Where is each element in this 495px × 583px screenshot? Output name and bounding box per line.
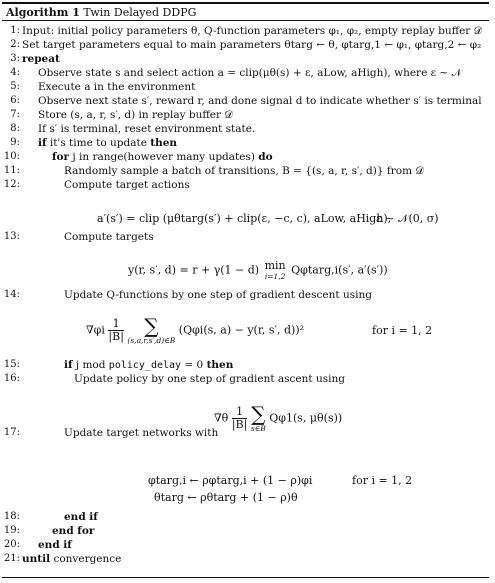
- statement-text: If s′ is terminal, reset environment state.: [38, 123, 256, 135]
- eq-q-update: [86, 316, 304, 345]
- eq-targets-min-op: min: [264, 259, 286, 272]
- line-number: 3:: [10, 53, 20, 64]
- statement-text: j in range(however many updates): [72, 151, 255, 163]
- line-number: 10:: [3, 151, 20, 162]
- line-text: [64, 358, 233, 373]
- eq-target-action: [97, 212, 391, 225]
- eq-q-for: [372, 324, 432, 337]
- line-number: 1:: [10, 25, 20, 36]
- eq-upd-phi-for-text: for i = 1, 2: [352, 474, 413, 487]
- line-number: 20:: [3, 539, 20, 550]
- line-text: [22, 38, 481, 52]
- eq-q-body: (Qφi(s, a) − y(r, s′, d))²: [178, 323, 305, 337]
- statement-text: Execute a in the environment: [38, 81, 196, 93]
- eq-q-frac-num: 1: [108, 318, 124, 331]
- eq-upd-phi-for: [352, 474, 412, 487]
- line-text: [22, 552, 121, 566]
- algorithm-line: [2, 358, 482, 372]
- keyword: end if: [38, 539, 72, 551]
- line-number: 4:: [10, 67, 20, 78]
- algorithm-line: [2, 94, 482, 108]
- statement-text: Set target parameters equal to main parameters θtarg ← θ, φtarg,1 ← φ₁, φtarg,2 ← φ₂: [22, 39, 482, 51]
- eq-pi-update: [214, 404, 342, 433]
- algorithm-line: [2, 510, 482, 524]
- eq-pi-frac: [232, 406, 248, 431]
- line-text: [22, 52, 60, 66]
- algorithm-title: [6, 6, 196, 19]
- line-text: [38, 80, 195, 94]
- keyword: if: [64, 359, 73, 371]
- eq-q-grad: ∇φi: [86, 323, 105, 337]
- eq-q-sum: [127, 316, 175, 345]
- algorithm-line: [2, 150, 482, 164]
- algorithm-line: [2, 136, 482, 150]
- line-number: 12:: [3, 179, 20, 190]
- line-text: [38, 108, 233, 122]
- keyword: do: [258, 151, 273, 163]
- eq-upd-phi: [148, 474, 312, 487]
- eq-upd-phi-text: φtarg,i ← ρφtarg,i + (1 − ρ)φi: [148, 474, 313, 487]
- keyword: end if: [64, 511, 98, 523]
- line-text: [52, 524, 94, 538]
- algorithm-line: [2, 524, 482, 538]
- keyword: then: [206, 359, 234, 371]
- eq-pi-sum: [251, 404, 266, 433]
- eq-targets-lhs: y(r, s′, d) = r + γ(1 − d): [128, 263, 260, 277]
- statement-text: Store (s, a, r, s′, d) in replay buffer 𝒟: [38, 109, 233, 121]
- line-text: [64, 288, 372, 302]
- algorithm-line: [2, 80, 482, 94]
- bottom-rule: [2, 577, 489, 578]
- algorithm-line: [2, 178, 482, 192]
- eq-targets-min: [265, 260, 286, 281]
- algorithm-label: Algorithm 1: [6, 6, 80, 19]
- line-number: 19:: [3, 525, 20, 536]
- code-identifier: policy_delay: [108, 360, 182, 371]
- algorithm-line: [2, 108, 482, 122]
- line-text: [38, 94, 482, 108]
- eq-pi-body: Qφ1(s, μθ(s)): [269, 411, 343, 425]
- algorithm-line: [2, 52, 482, 66]
- statement-text: Update Q-functions by one step of gradient descent using: [64, 289, 372, 301]
- statement-text: Compute target actions: [64, 179, 190, 191]
- eq-upd-theta: [154, 491, 298, 504]
- eq-targets: [128, 260, 388, 281]
- eq-pi-frac-num: 1: [232, 406, 248, 419]
- eq-q-for-text: for i = 1, 2: [372, 324, 433, 337]
- line-number: 6:: [10, 95, 20, 106]
- keyword: until: [22, 553, 51, 565]
- line-text: [74, 372, 345, 386]
- algorithm-line: [2, 122, 482, 136]
- line-text: [64, 510, 98, 524]
- algorithm-line: [2, 230, 482, 244]
- algorithm-line: [2, 288, 482, 302]
- title-rule: [2, 20, 489, 21]
- eq-q-sum-sub: (s,a,r,s′,d)∈B: [127, 336, 176, 345]
- keyword: for: [52, 151, 70, 163]
- line-text: [38, 66, 462, 80]
- statement-text: Randomly sample a batch of transitions, B = {(s, a, r, s′, d)} from 𝒟: [64, 165, 424, 177]
- eq-target-noise-text: ε ∼ 𝒩(0, σ): [376, 212, 439, 225]
- line-text: [64, 178, 190, 192]
- line-number: 11:: [3, 165, 20, 176]
- statement-text: j mod: [75, 359, 106, 371]
- statement-text: it's time to update: [49, 137, 147, 149]
- statement-text: Compute targets: [64, 231, 154, 243]
- eq-pi-frac-den: |B|: [231, 418, 248, 431]
- line-text: [64, 230, 154, 244]
- algorithm-line: [2, 552, 482, 566]
- line-number: 9:: [10, 137, 20, 148]
- line-number: 17:: [3, 427, 20, 438]
- line-number: 21:: [3, 553, 20, 564]
- eq-targets-rhs: Qφtarg,i(s′, a′(s′)): [291, 263, 388, 277]
- algorithm-line: [2, 38, 482, 52]
- line-text: [38, 136, 177, 150]
- eq-pi-grad: ∇θ: [214, 411, 229, 425]
- line-text: [22, 24, 482, 38]
- eq-target-noise: [376, 212, 439, 226]
- statement-text: Observe next state s′, reward r, and done signal d to indicate whether s′ is terminal: [38, 95, 482, 107]
- algorithm-line: [2, 66, 482, 80]
- line-text: [52, 150, 273, 164]
- eq-pi-sum-sub: s∈B: [250, 424, 266, 433]
- statement-text: Input: initial policy parameters θ, Q-function parameters φ₁, φ₂, empty replay buffer 𝒟: [22, 25, 483, 37]
- line-text: [64, 164, 424, 178]
- eq-target-action-body: a′(s′) = clip (μθtarg(s′) + clip(ε, −c, c), aLow, aHigh),: [97, 212, 392, 225]
- statement-text: convergence: [53, 553, 122, 565]
- eq-targets-min-sub: i=1,2: [264, 272, 286, 281]
- line-number: 16:: [3, 373, 20, 384]
- algorithm-box: [2, 2, 489, 577]
- line-number: 7:: [10, 109, 20, 120]
- statement-text: = 0: [184, 359, 204, 371]
- line-text: [38, 538, 72, 552]
- keyword: repeat: [22, 53, 60, 65]
- sum-symbol: ∑: [144, 314, 159, 338]
- line-number: 14:: [3, 289, 20, 300]
- keyword: then: [150, 137, 178, 149]
- statement-text: Observe state s and select action a = clip(μθ(s) + ε, aLow, aHigh), where ε ∼ 𝒩: [38, 67, 462, 79]
- algorithm-line: [2, 538, 482, 552]
- statement-text: Update target networks with: [64, 427, 219, 439]
- keyword: if: [38, 137, 47, 149]
- line-number: 8:: [10, 123, 20, 134]
- top-rule: [2, 2, 489, 4]
- line-text: [64, 426, 218, 440]
- keyword: end for: [52, 525, 95, 537]
- line-number: 15:: [3, 359, 20, 370]
- line-number: 18:: [3, 511, 20, 522]
- algorithm-name: Twin Delayed DDPG: [83, 6, 197, 19]
- eq-q-frac: [108, 318, 124, 343]
- line-text: [38, 122, 255, 136]
- sum-symbol: ∑: [251, 402, 266, 426]
- line-number: 2:: [10, 39, 20, 50]
- line-number: 5:: [10, 81, 20, 92]
- line-number: 13:: [3, 231, 20, 242]
- algorithm-line: [2, 372, 482, 386]
- eq-q-frac-den: |B|: [108, 330, 124, 343]
- algorithm-line: [2, 164, 482, 178]
- algorithm-line: [2, 24, 482, 38]
- eq-upd-theta-text: θtarg ← ρθtarg + (1 − ρ)θ: [154, 491, 298, 504]
- statement-text: Update policy by one step of gradient ascent using: [74, 373, 345, 385]
